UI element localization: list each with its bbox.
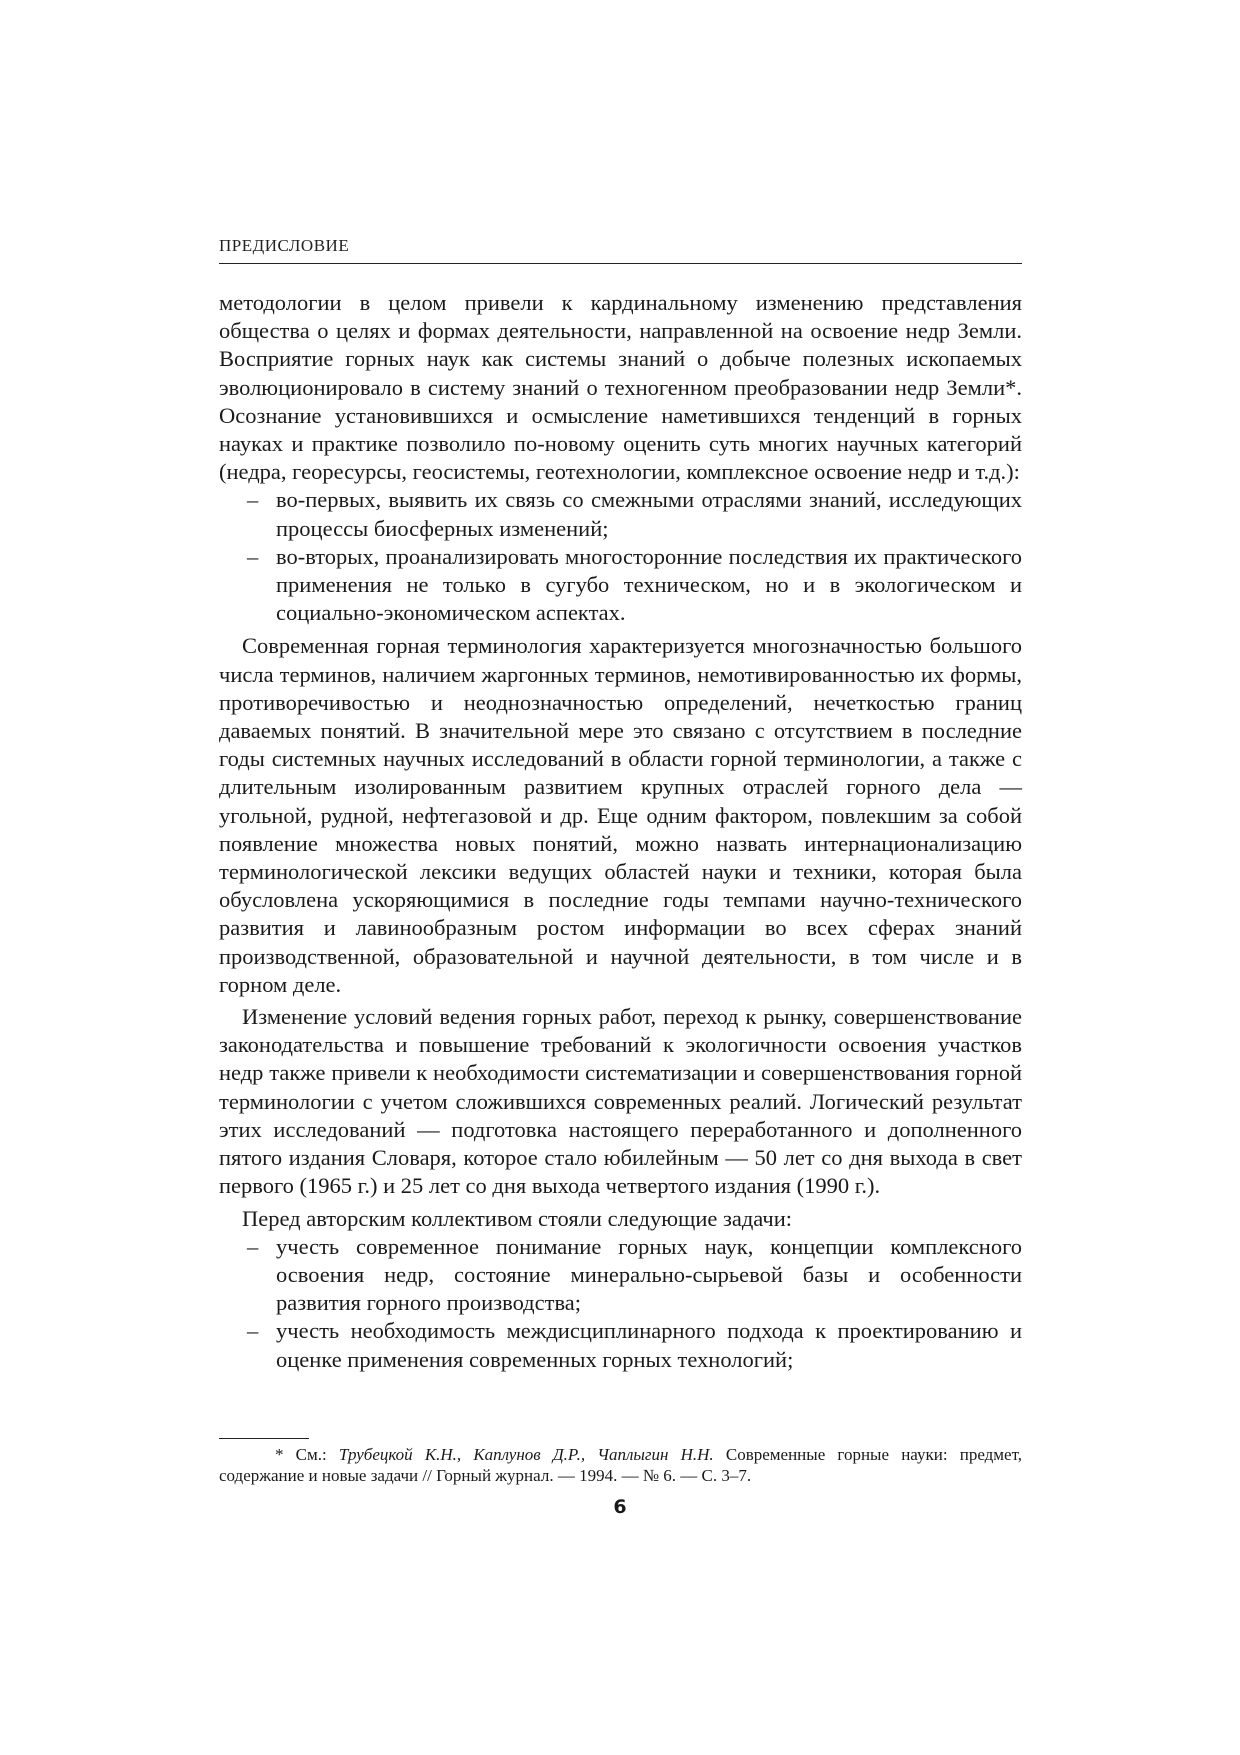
main-text: [219, 289, 1022, 1374]
list-item-text: во-вторых, проанализировать многосторонние последствия их практического применения не только в сугубо техническом, но и в экологическом и социально-экономическом аспектах.: [276, 543, 1022, 626]
dash-marker: –: [247, 1233, 259, 1259]
dash-marker: –: [247, 487, 259, 513]
paragraph-2: Современная горная терминология характеризуется многозначностью большого числа терминов, наличием жаргонных терминов, немотивированностью их формы, противоречивостью и неоднозначностью определений, нечеткостью границ даваемых понятий. В значительной мере это связано с отсутствием в последние годы системных научных исследований в области горной терминологии, а также с длительным изолированным развитием крупных отраслей горного дела — угольной, рудной, нефтегазовой и др. Еще одним фактором, повлекшим за собой появление множества новых понятий, можно назвать интернационализацию терминологической лексики ведущих областей науки и техники, которая была обусловлена ускоряющимися в последние годы темпами научно-технического развития и лавинообразным ростом информации во всех сферах знаний производственной, образовательной и научной деятельности, в том числе и в горном деле.: [219, 633, 1022, 997]
list-1: [219, 486, 1022, 627]
list-item-text: во-первых, выявить их связь со смежными отраслями знаний, исследующих процессы биосферных изменений;: [276, 487, 1022, 541]
list-item: [219, 1233, 1022, 1318]
footnote-authors: Трубецкой К.Н., Каплунов Д.Р., Чаплыгин Н.Н.: [338, 1445, 714, 1464]
footnote-prefix: * См.:: [275, 1445, 339, 1464]
paragraph-1: методологии в целом привели к кардинальному изменению представления общества о целях и формах деятельности, направленной на освоение недр Земли. Восприятие горных наук как системы знаний о добыче полезных ископаемых эволюционировало в систему знаний о техногенном преобразовании недр Земли*. Осознание установившихся и осмысление наметившихся тенденций в горных науках и практике позволило по-новому оценить суть многих научных категорий (недра, георесурсы, геосистемы, геотехнологии, комплексное освоение недр и т.д.):: [219, 290, 1022, 485]
dash-marker: –: [247, 1318, 259, 1344]
paragraph-4: Перед авторским коллективом стояли следующие задачи:: [242, 1205, 792, 1231]
footnote-citation: Современные горные науки: предмет, содержание и новые задачи // Горный журнал. — 1994. — № 6. — С. 3–7.: [219, 1445, 1022, 1485]
running-header: [219, 236, 1022, 264]
running-title: ПРЕДИСЛОВИЕ: [219, 236, 350, 255]
dash-marker: –: [247, 543, 259, 569]
list-item: [219, 543, 1022, 628]
page-number: 6: [613, 1496, 627, 1518]
list-item: [219, 486, 1022, 542]
list-item-text: учесть современное понимание горных наук, концепции комплексного освоения недр, состояние минерально-сырьевой базы и особенности развития горного производства;: [276, 1233, 1022, 1316]
list-item: [219, 1317, 1022, 1373]
footnote: [219, 1444, 1022, 1486]
paragraph-3: Изменение условий ведения горных работ, переход к рынку, совершенствование законодательства и повышение требований к экологичности освоения участков недр также привели к необходимости систематизации и совершенствования горной терминологии с учетом сложившихся современных реалий. Логический результат этих исследований — подготовка настоящего переработанного и дополненного пятого издания Словаря, которое стало юбилейным — 50 лет со дня выхода в свет первого (1965 г.) и 25 лет со дня выхода четвертого издания (1990 г.).: [219, 1004, 1022, 1199]
footnote-separator: [219, 1438, 309, 1439]
list-2: [219, 1233, 1022, 1374]
list-item-text: учесть необходимость междисциплинарного подхода к проектированию и оценке применения современных горных технологий;: [276, 1318, 1022, 1372]
